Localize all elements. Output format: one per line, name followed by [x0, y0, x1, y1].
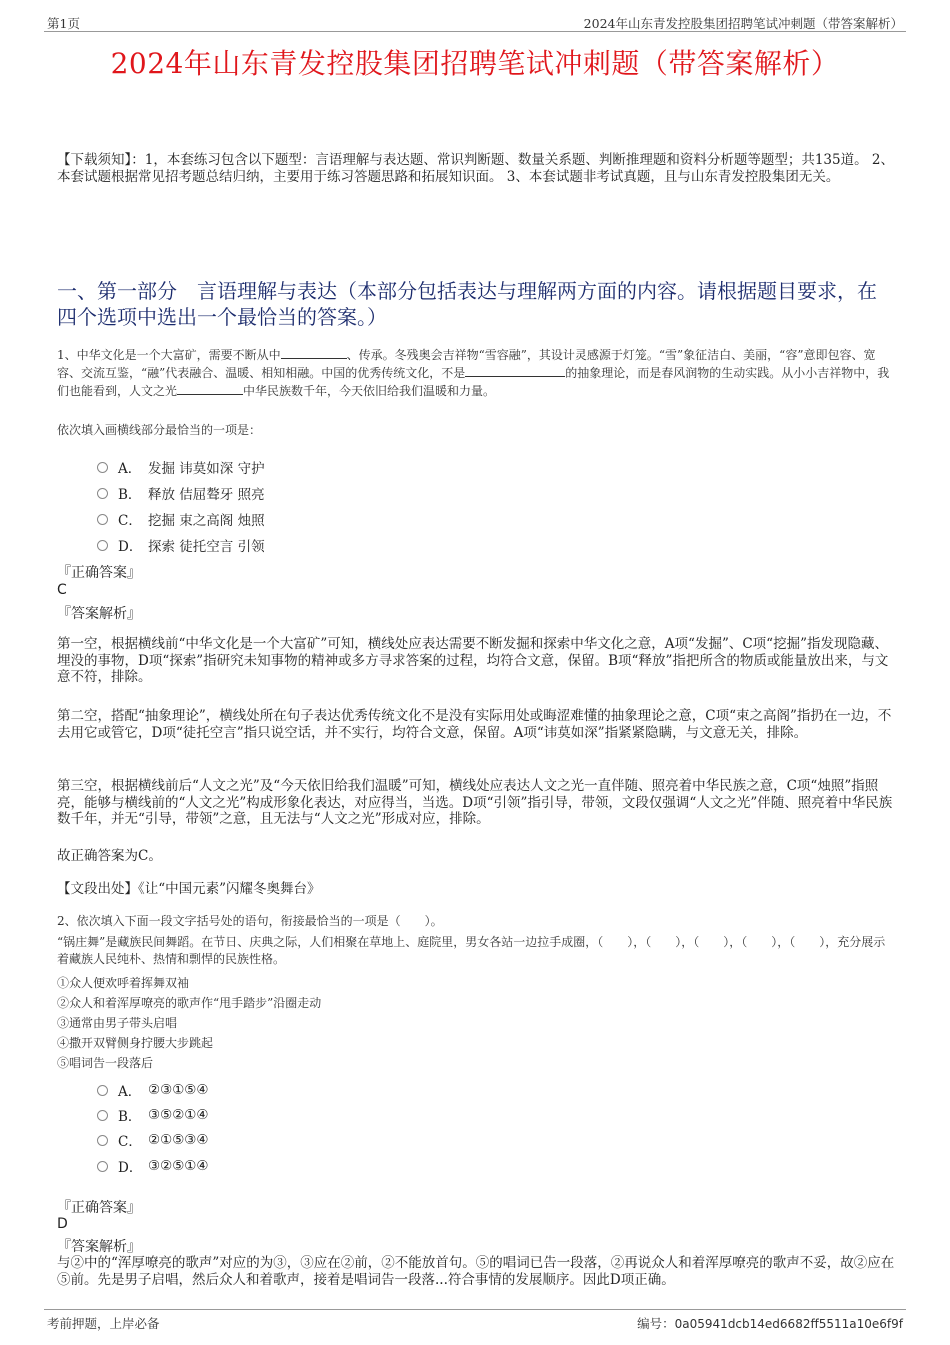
q1-stem-part-b: 、传承。冬残奥会吉祥物“雪容融”，其设计灵感源于灯笼。“雪”象征洁白、美丽，“容”意即包容、宽容、交流互鉴，“融”代表融合、温暖、相知相融。中国的优秀传统文化，不是	[57, 348, 876, 380]
q1-analysis-conclusion: 故正确答案为C。	[57, 848, 162, 864]
q2-item-2: ②众人和着浑厚嘹亮的歌声作“甩手踏步”沿圈走动	[57, 996, 322, 1010]
q2-answer: D	[57, 1216, 68, 1232]
q1-option-b[interactable]: B． 释放 佶屈聱牙 照亮	[97, 483, 265, 503]
footer-code	[637, 1314, 903, 1332]
radio-icon[interactable]	[97, 1135, 108, 1146]
q1-blank-1	[281, 346, 347, 359]
section-heading: 一、第一部分 言语理解与表达（本部分包括表达与理解两方面的内容。请根据题目要求，在四个选项中选出一个最恰当的答案。）	[57, 279, 877, 329]
footer-code-label: 编号：	[637, 1316, 675, 1331]
radio-icon[interactable]	[97, 514, 108, 525]
q1-analysis-label: 『答案解析』	[57, 606, 141, 622]
question-2-stem: 2、依次填入下面一段文字括号处的语句，衔接最恰当的一项是（ ）。	[57, 914, 443, 928]
page-number: 第1页	[47, 16, 80, 31]
q1-source: 【文段出处】《让“中国元素”闪耀冬奥舞台》	[57, 881, 321, 897]
q2-option-c[interactable]: C． ②①⑤③④	[97, 1130, 209, 1150]
radio-icon[interactable]	[97, 1161, 108, 1172]
q2-item-3: ③通常由男子带头启唱	[57, 1016, 178, 1030]
q1-option-a[interactable]: A． 发掘 讳莫如深 守护	[97, 457, 265, 477]
q2-option-b[interactable]: B． ③⑤②①④	[97, 1105, 209, 1125]
q2-option-d[interactable]: D． ③②⑤①④	[97, 1156, 209, 1176]
radio-icon[interactable]	[97, 1110, 108, 1121]
radio-icon[interactable]	[97, 462, 108, 473]
header-divider	[44, 31, 906, 32]
q2-item-5: ⑤唱词告一段落后	[57, 1056, 154, 1070]
q2-item-4: ④撒开双臂侧身拧腰大步跳起	[57, 1036, 214, 1050]
q1-stem-part-a: 1、中华文化是一个大富矿，需要不断从中	[57, 348, 281, 362]
q1-stem-part-d: 中华民族数千年，今天依旧给我们温暖和力量。	[243, 384, 496, 398]
q1-analysis-para-3: 第三空，根据横线前后“人文之光”及“今天依旧给我们温暖”可知，横线处应表达人文之光一直伴随、照亮着中华民族之意，C项“烛照”指照亮，能够与横线前的“人文之光”构成形象化表达，对应得当，当选。D项“引领”指引导，带领，文段仅强调“人文之光”伴随、照亮着中华民族数千年，并无“引导，带领”之意，且无法与“人文之光”形成对应，排除。	[57, 778, 893, 827]
q1-prompt: 依次填入画横线部分最恰当的一项是：	[57, 423, 262, 437]
radio-icon[interactable]	[97, 540, 108, 551]
q1-option-c[interactable]: C． 挖掘 束之高阁 烛照	[97, 509, 265, 529]
q1-blank-3	[177, 382, 243, 395]
footer-slogan: 考前押题，上岸必备	[47, 1316, 160, 1331]
radio-icon[interactable]	[97, 1085, 108, 1096]
q2-analysis-label: 『答案解析』	[57, 1239, 141, 1255]
header-doc-title: 2024年山东青发控股集团招聘笔试冲刺题（带答案解析）	[583, 16, 903, 31]
q1-blank-2	[465, 364, 565, 377]
download-notice: 【下载须知】：1，本套练习包含以下题型：言语理解与表达题、常识判断题、数量关系题、判断推理题和资料分析题等题型；共135道。 2、本套试题根据常见招考题总结归纳，主要用于练习答题思路和拓展知识面。 3、本套试题非考试真题，且与山东青发控股集团无关。	[57, 152, 894, 185]
q2-answer-label: 『正确答案』	[57, 1200, 141, 1216]
q1-analysis-para-1: 第一空，根据横线前“中华文化是一个大富矿”可知，横线处应表达需要不断发掘和探索中华文化之意，A项“发掘”、C项“挖掘”指发现隐藏、埋没的事物，D项“探索”指研究未知事物的精神或多方寻求答案的过程，均符合文意，保留。B项“释放”指把所含的物质或能量放出来，与文意不符，排除。	[57, 636, 889, 685]
q1-analysis-para-2: 第二空，搭配“抽象理论”，横线处所在句子表达优秀传统文化不是没有实际用处或晦涩难懂的抽象理论之意，C项“束之高阁”指扔在一边，不去用它或管它，D项“徒托空言”指只说空话，并不实行，均符合文意，保留。A项“讳莫如深”指紧紧隐瞒，与文意无关，排除。	[57, 708, 892, 741]
q1-answer: C	[57, 582, 67, 598]
q2-passage: “锅庄舞”是藏族民间舞蹈。在节日、庆典之际，人们相聚在草地上、庭院里，男女各站一边拉手成圈，（ ），（ ），（ ），（ ），（ ），充分展示着藏族人民纯朴、热情和剽悍的民族性格。	[57, 935, 886, 966]
q2-analysis: 与②中的“浑厚嘹亮的歌声”对应的为③，③应在②前，②不能放首句。⑤的唱词已告一段落，②再说众人和着浑厚嘹亮的歌声不妥，故②应在⑤前。先是男子启唱，然后众人和着歌声，接着是唱词告一段落...符合事情的发展顺序。因此D项正确。	[57, 1255, 895, 1288]
q1-answer-label: 『正确答案』	[57, 565, 141, 581]
radio-icon[interactable]	[97, 488, 108, 499]
question-1-stem	[57, 346, 895, 400]
footer-code-value: 0a05941dcb14ed6682ff5511a10e6f9f	[674, 1317, 903, 1331]
page-title: 2024年山东青发控股集团招聘笔试冲刺题（带答案解析）	[110, 47, 840, 80]
q1-option-d[interactable]: D． 探索 徒托空言 引领	[97, 535, 265, 555]
q2-option-a[interactable]: A． ②③①⑤④	[97, 1080, 209, 1100]
q2-item-1: ①众人便欢呼着挥舞双袖	[57, 976, 190, 990]
footer-divider	[44, 1309, 906, 1310]
q1-stem-part-c: 的抽象理论，而是春风润物的生动实践。从小小吉祥物中，我们也能看到，人文之光	[57, 366, 890, 398]
